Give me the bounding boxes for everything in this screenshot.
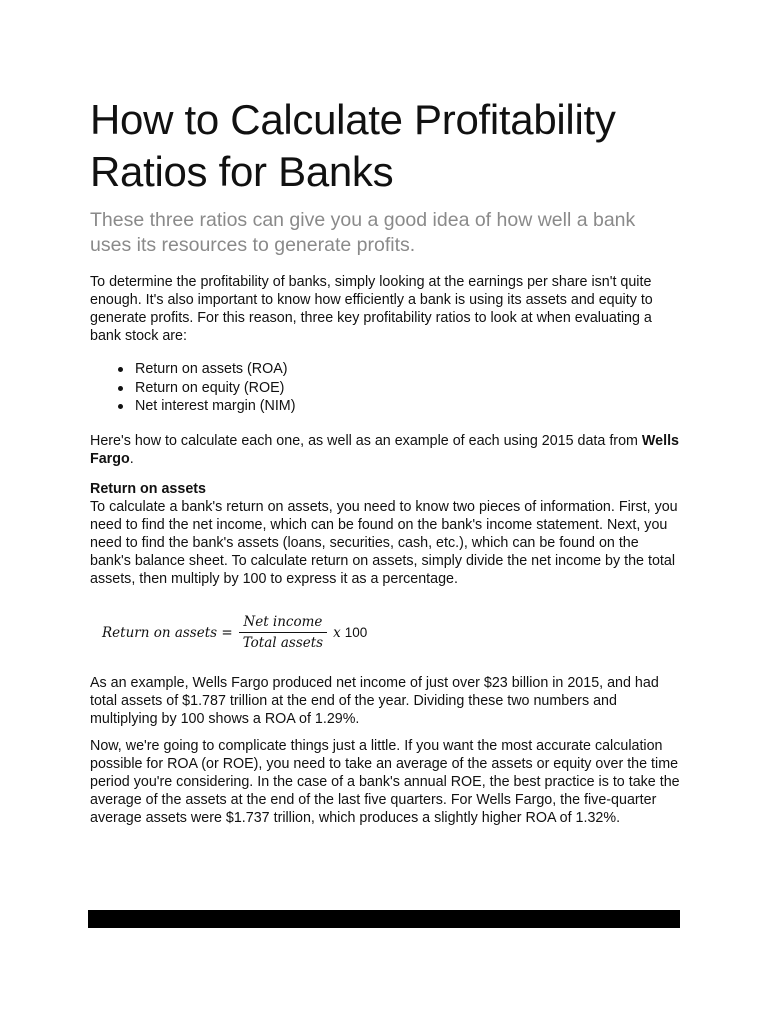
article-title: How to Calculate Profitability Ratios for Banks (90, 96, 616, 195)
formula-lhs: Return on assets = (102, 624, 233, 641)
formula-fraction (239, 614, 327, 651)
how-to-paragraph (90, 432, 680, 468)
example-paragraph: As an example, Wells Fargo produced net income of just over $23 billion in 2015, and had total assets of $1.787 trillion at the end of the year. Dividing these two numbers and multiplying by 100 shows a ROA of 1.29%. (90, 674, 659, 727)
roa-paragraph: To calculate a bank's return on assets, you need to know two pieces of information. First, you need to find the net income, which can be found on the bank's income statement. Next, you need to find the bank's assets (loans, securities, cash, etc.), which can be found on the bank's balance sheet. To calculate return on assets, simply divide the net income by the total assets, then multiply by 100 to express it as a percentage. (90, 498, 678, 587)
ratio-list (90, 360, 680, 416)
formula-multiplier: 100 (344, 625, 368, 640)
list-item-roe: Return on equity (ROE) (135, 379, 680, 398)
how-to-prefix: Here's how to calculate each one, as well as an example of each using 2015 data from (90, 432, 642, 449)
how-to-suffix: . (129, 450, 134, 467)
roa-formula (102, 612, 680, 654)
complicate-paragraph: Now, we're going to complicate things just a little. If you want the most accurate calculation possible for ROA (or ROE), you need to take an average of the assets or equity over the time period you're considering. In the case of a bank's annual ROE, the best practice is to take the average of the assets at the end of the last five quarters. For Wells Fargo, the five-quarter average assets were $1.737 trillion, which produces a slightly higher ROA of 1.32%. (90, 737, 680, 826)
formula-numerator: Net income (243, 614, 323, 630)
article (90, 94, 680, 827)
company-name: Wells Fargo (90, 432, 679, 467)
list-item-nim: Net interest margin (NIM) (135, 397, 680, 416)
article-subtitle: These three ratios can give you a good idea of how well a bank uses its resources to generate profits. (90, 209, 636, 256)
page-footer-bar (88, 910, 680, 928)
formula-multiply-symbol: x (333, 624, 341, 641)
intro-paragraph: To determine the profitability of banks, simply looking at the earnings per share isn't quite enough. It's also important to know how efficiently a bank is using its assets and equity to generate profits. For this reason, three key profitability ratios to look at when evaluating a bank stock are: (90, 274, 653, 344)
formula-denominator: Total assets (242, 635, 324, 651)
roa-heading: Return on assets (90, 480, 206, 497)
list-item-roa: Return on assets (ROA) (135, 360, 680, 379)
